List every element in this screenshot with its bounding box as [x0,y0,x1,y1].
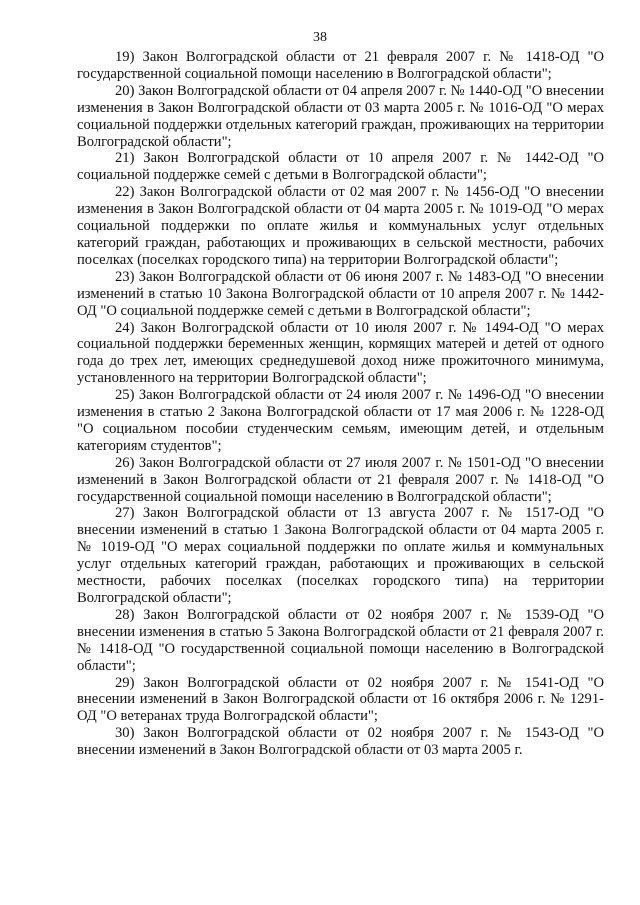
list-item: 28) Закон Волгоградской области от 02 ноября 2007 г. № 1539-ОД "О внесении изменения в статью 5 Закона Волгоградской области от 21 февраля 2007 г. № 1418-ОД "О государственной социальной помощи населению в Волгоградской области"; [77,606,604,674]
list-item: 27) Закон Волгоградской области от 13 августа 2007 г. № 1517-ОД "О внесении изменений в статью 1 Закона Волгоградской области от 04 марта 2005 г. № 1019-ОД "О мерах социальной поддержки по оплате жилья и коммунальных услуг отдельных категорий граждан, работающих и проживающих в сельской местности, рабочих поселках (поселках городского типа) на территории Волгоградской области"; [77,505,604,606]
page-number: 38 [313,30,327,45]
list-item: 23) Закон Волгоградской области от 06 июня 2007 г. № 1483-ОД "О внесении изменений в статью 10 Закона Волгоградской области от 10 апреля 2007 г. № 1442-ОД "О социальной поддержке семей с детьми в Волгоградской области"; [77,268,604,319]
list-item: 21) Закон Волгоградской области от 10 апреля 2007 г. № 1442-ОД "О социальной поддержке семей с детьми в Волгоградской области"; [77,150,604,184]
law-list [77,49,604,759]
list-item: 26) Закон Волгоградской области от 27 июля 2007 г. № 1501-ОД "О внесении изменений в Закон Волгоградской области от 21 февраля 2007 г. № 1418-ОД "О государственной социальной помощи населению в Волгоградской области"; [77,454,604,505]
list-item: 25) Закон Волгоградской области от 24 июля 2007 г. № 1496-ОД "О внесении изменения в статью 2 Закона Волгоградской области от 17 мая 2006 г. № 1228-ОД "О социальном пособии студенческим семьям, имеющим детей, и отдельным категориям студентов"; [77,387,604,454]
list-item: 19) Закон Волгоградской области от 21 февраля 2007 г. № 1418-ОД "О государственной социальной помощи населению в Волгоградской области"; [77,49,604,82]
list-item: 30) Закон Волгоградской области от 02 ноября 2007 г. № 1543-ОД "О внесении изменений в Закон Волгоградской области от 03 марта 2005 г. [77,725,604,759]
list-item: 22) Закон Волгоградской области от 02 мая 2007 г. № 1456-ОД "О внесении изменения в Закон Волгоградской области от 04 марта 2005 г. № 1019-ОД "О мерах социальной поддержки по оплате жилья и коммунальных услуг отдельных категорий граждан, работающих и проживающих в сельской местности, рабочих поселках (поселках городского типа) на территории Волгоградской области"; [77,184,604,268]
list-item: 20) Закон Волгоградской области от 04 апреля 2007 г. № 1440-ОД "О внесении изменения в Закон Волгоградской области от 03 марта 2005 г. № 1016-ОД "О мерах социальной поддержки отдельных категорий граждан, проживающих на территории Волгоградской области"; [77,82,604,150]
list-item: 24) Закон Волгоградской области от 10 июля 2007 г. № 1494-ОД "О мерах социальной поддержки беременных женщин, кормящих матерей и детей от одного года до трех лет, имеющих среднедушевой доход ниже прожиточного минимума, установленного на территории Волгоградской области"; [77,319,604,387]
list-item: 29) Закон Волгоградской области от 02 ноября 2007 г. № 1541-ОД "О внесении изменений в Закон Волгоградской области от 16 октября 2006 г. № 1291-ОД "О ветеранах труда Волгоградской области"; [77,674,604,725]
